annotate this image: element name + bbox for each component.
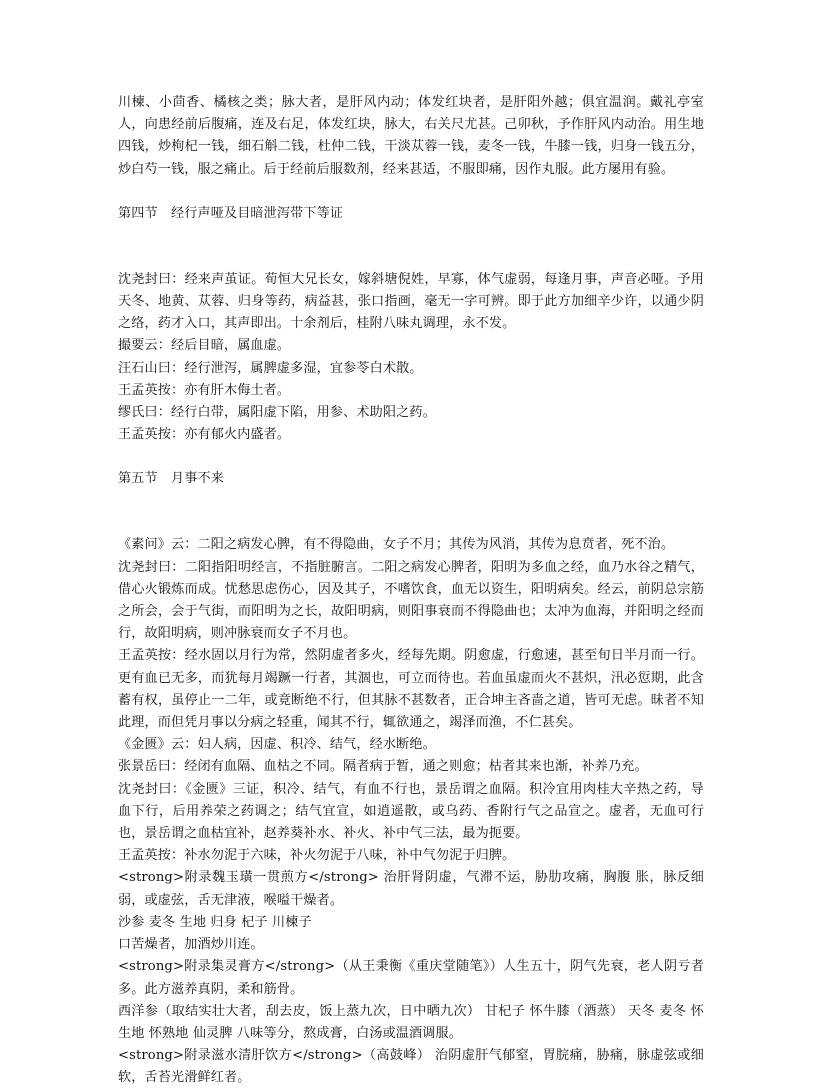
section-4-paragraph: 沈尧封曰：经来声茧证。荀恒大兄长女，嫁斜塘倪姓，早寡，体气虚弱，每逢月事，声音必哑。予用天冬、地黄、苁蓉、归身等药，病益甚，张口指画，毫无一字可辨。即于此方加细辛少许，以通少阴之络，药才入口，其声即出。十余剂后，桂附八味丸调理，永不发。 <box>118 271 704 332</box>
section-4-paragraph: 王孟英按：亦有郁火内盛者。 <box>118 427 291 443</box>
section-4-paragraph: 缪氏曰：经行白带，属阳虚下陷，用参、术助阳之药。 <box>118 405 436 421</box>
appendix-yiguanjian: <strong>附录魏玉璜一贯煎方</strong> 治肝肾阴虚，气滞不运，胁肋攻痛，胸腹 胀，脉反细弱，或虚弦，舌无津液，喉嗌干燥者。 <box>118 870 704 908</box>
section-4-paragraph: 汪石山曰：经行泄泻，属脾虚多湿，宜参苓白术散。 <box>118 360 423 376</box>
section-5-paragraph: 《素问》云：二阳之病发心脾，有不得隐曲，女子不月；其传为风消，其传为息贲者，死不治。 <box>118 537 675 553</box>
section-5-paragraph: 沈尧封曰：二阳指阳明经言，不指脏腑言。二阳之病发心脾者，阳明为多血之经，血乃水谷之精气，借心火锻炼而成。忧愁思虑伤心，因及其子，不嗜饮食，血无以资生，阳明病矣。经云，前阴总宗筋之所会，会于气街，而阳明为之长，故阳明病，则阳事衰而不得隐曲也；太冲为血海，并阳明之经而行，故阳明病，则冲脉衰而女子不月也。 <box>118 559 704 642</box>
section-5-heading: 第五节 月事不来 <box>118 471 224 487</box>
section-5-paragraph: 口苦燥者，加酒炒川连。 <box>118 937 264 953</box>
herb-list: 沙参 麦冬 生地 归身 杞子 川楝子 <box>118 914 312 930</box>
section-4-paragraph: 撮要云：经后目暗，属血虚。 <box>118 338 291 354</box>
section-4-paragraph: 王孟英按：亦有肝木侮土者。 <box>118 382 291 398</box>
section-5-paragraph: 《金匮》云：妇人病，因虚、积冷、结气，经水断绝。 <box>118 737 436 753</box>
section-4-heading: 第四节 经行声哑及目暗泄泻带下等证 <box>118 205 344 221</box>
appendix-zishuiqinggan: <strong>附录滋水清肝饮方</strong>（高鼓峰） 治阴虚肝气郁窒，胃脘痛，胁痛，脉虚弦或细软，舌苔光滑鲜红者。 <box>118 1048 704 1086</box>
document-page <box>118 92 704 1090</box>
paragraph-prev-continued: 川楝、小茴香、橘核之类；脉大者，是肝风内动；体发红块者，是肝阳外越；俱宜温润。戴礼亭室人，向患经前后腹痛，连及右足，体发红块，脉大，右关尺尤甚。己卯秋，予作肝风内动治。用生地四钱，炒枸杞一钱，细石斛二钱，杜仲二钱，干淡苁蓉一钱，麦冬一钱，牛膝一钱，归身一钱五分，炒白芍一钱，服之痛止。后于经前后服数剂，经来甚适，不服即痛，因作丸服。此方屡用有验。 <box>118 95 704 177</box>
section-5-paragraph: 沈尧封曰：《金匮》三证，积冷、结气，有血不行也，景岳谓之血隔。积冷宜用肉桂大辛热之药，导血下行，后用养荣之药调之；结气宜宣，如逍遥散，或乌药、香附行气之品宣之。虚者，无血可行也，景岳谓之血枯宜补，赵养葵补水、补火、补中气三法，最为扼要。 <box>118 781 704 842</box>
section-5-paragraph: 王孟英按：经水固以月行为常，然阴虚者多火，经每先期。阴愈虚，行愈速，甚至旬日半月而一行。更有血已无多，而犹每月竭蹶一行者，其涸也，可立而待也。若血虽虚而火不甚炽，汛必愆期，此含蓄有权，虽停止一二年，或竟断绝不行，但其脉不甚数者，正合坤主吝啬之道，皆可无虑。昧者不知此理，而但凭月事以分病之轻重，闻其不行，辄欲通之，竭泽而渔，不仁甚矣。 <box>118 648 704 731</box>
section-5-paragraph: 张景岳曰：经闭有血隔、血枯之不同。隔者病于暂，通之则愈；枯者其来也渐，补养乃充。 <box>118 759 648 775</box>
appendix-jilinggao: <strong>附录集灵膏方</strong>（从王秉衡《重庆堂随笔》）人生五十，阴气先衰，老人阴亏者多。此方滋养真阴，柔和筋骨。 <box>118 959 704 997</box>
herb-list: 西洋参（取结实壮大者，刮去皮，饭上蒸九次，日中晒九次） 甘杞子 怀牛膝（酒蒸） 天冬 麦冬 怀生地 怀熟地 仙灵脾 八味等分，熬成膏，白汤或温酒调服。 <box>118 1003 704 1041</box>
section-5-paragraph: 王孟英按：补水勿泥于六味，补火勿泥于八味，补中气勿泥于归脾。 <box>118 848 516 864</box>
